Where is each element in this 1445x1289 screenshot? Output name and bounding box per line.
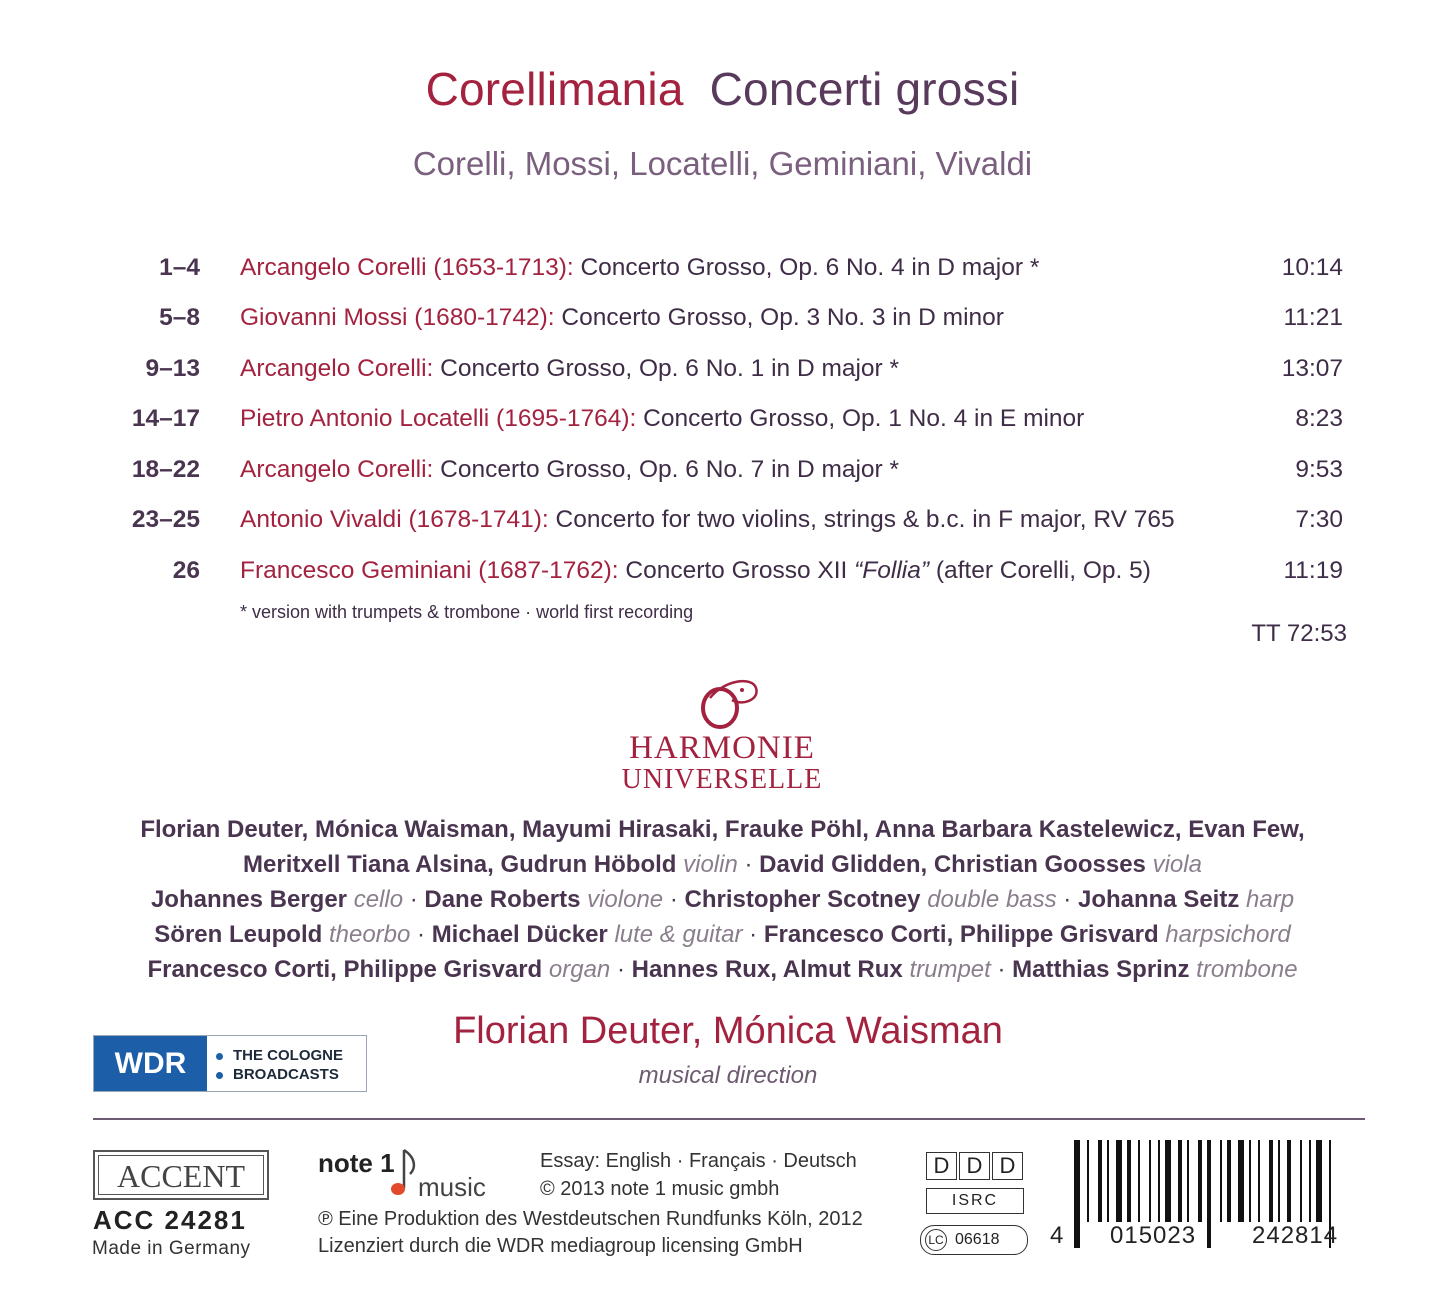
track-number: 26 bbox=[172, 557, 200, 584]
barcode-bar bbox=[1258, 1140, 1260, 1222]
performer-names: Matthias Sprinz bbox=[1012, 956, 1190, 983]
track-composer: Francesco Geminiani (1687-1762): bbox=[240, 557, 619, 584]
track-description bbox=[240, 298, 1004, 338]
track-composer: Antonio Vivaldi (1678-1741): bbox=[240, 506, 549, 533]
ddd-code bbox=[926, 1152, 1024, 1180]
bullet-icon bbox=[216, 1053, 223, 1060]
wdr-tagline-text: BROADCASTS bbox=[233, 1066, 339, 1083]
note1-logo-text: note 1 bbox=[318, 1148, 395, 1178]
instrument: double bass bbox=[927, 886, 1057, 913]
track-number: 5–8 bbox=[159, 304, 200, 331]
barcode-bar bbox=[1238, 1140, 1244, 1222]
track-row bbox=[0, 450, 1445, 490]
instrument: cello bbox=[353, 886, 404, 913]
production-note: ℗ Eine Produktion des Westdeutschen Rundfunks Köln, 2012 bbox=[318, 1208, 863, 1230]
barcode-bar bbox=[1316, 1140, 1322, 1222]
barcode-bar bbox=[1098, 1140, 1102, 1222]
separator: · bbox=[1056, 886, 1078, 913]
wdr-logo bbox=[93, 1035, 367, 1092]
instrument: violone bbox=[587, 886, 664, 913]
track-composer: Arcangelo Corelli: bbox=[240, 456, 434, 483]
separator: · bbox=[737, 851, 760, 878]
instrument: violin bbox=[683, 851, 738, 878]
barcode-bar bbox=[1165, 1140, 1171, 1222]
divider bbox=[93, 1118, 1365, 1120]
performers-line bbox=[0, 882, 1445, 917]
track-work: Concerto Grosso, Op. 6 No. 1 in D major * bbox=[433, 355, 900, 382]
barcode-digits-left: 015023 bbox=[1110, 1222, 1197, 1249]
instrument: harp bbox=[1246, 886, 1295, 913]
performer-names: Meritxell Tiana Alsina, Gudrun Höbold bbox=[243, 851, 677, 878]
ddd-letter: D bbox=[959, 1152, 990, 1180]
track-number: 9–13 bbox=[145, 355, 200, 382]
track-row bbox=[0, 248, 1445, 288]
track-row bbox=[0, 500, 1445, 540]
track-composer: Giovanni Mossi (1680-1742): bbox=[240, 304, 555, 331]
barcode-bar bbox=[1300, 1140, 1302, 1222]
barcode-bar bbox=[1287, 1140, 1291, 1222]
essay-languages: Essay: English · Français · Deutsch bbox=[540, 1150, 857, 1172]
track-description bbox=[240, 450, 899, 490]
wdr-tagline-line2 bbox=[216, 1066, 339, 1083]
track-number: 1–4 bbox=[159, 254, 200, 281]
barcode-bar bbox=[1149, 1140, 1151, 1222]
barcode-bar bbox=[1278, 1140, 1280, 1222]
track-description bbox=[240, 349, 899, 389]
composer-list: Corelli, Mossi, Locatelli, Geminiani, Vivaldi bbox=[412, 145, 1033, 182]
performer-names: Sören Leupold bbox=[154, 921, 323, 948]
director-role: musical direction bbox=[638, 1062, 818, 1089]
barcode-digit-lead: 4 bbox=[1050, 1222, 1064, 1249]
barcode-digits-right: 242814 bbox=[1252, 1222, 1339, 1249]
track-composer: Arcangelo Corelli (1653-1713): bbox=[240, 254, 574, 281]
wdr-brand: WDR bbox=[94, 1036, 207, 1091]
separator: · bbox=[663, 886, 685, 913]
barcode-digits bbox=[1050, 1222, 1368, 1250]
barcode-bar bbox=[1116, 1140, 1122, 1222]
bullet-icon bbox=[216, 1072, 223, 1079]
track-work: (after Corelli, Op. 5) bbox=[929, 557, 1151, 584]
performer-names: Johanna Seitz bbox=[1077, 886, 1240, 913]
barcode bbox=[1050, 1140, 1368, 1250]
barcode-bar bbox=[1107, 1140, 1109, 1222]
barcode-bar bbox=[1087, 1140, 1089, 1222]
director-names: Florian Deuter, Mónica Waisman bbox=[453, 1010, 1003, 1052]
lc-mark: LC bbox=[925, 1229, 947, 1251]
track-number: 23–25 bbox=[131, 506, 200, 533]
barcode-bar bbox=[1220, 1140, 1222, 1222]
barcode-bar bbox=[1158, 1140, 1160, 1222]
instrument: theorbo bbox=[328, 921, 411, 948]
performer-names: Francesco Corti, Philippe Grisvard bbox=[763, 921, 1159, 948]
note1-logo-music: music bbox=[418, 1172, 486, 1202]
track-duration: 9:53 bbox=[1295, 456, 1343, 483]
track-work: Concerto Grosso, Op. 6 No. 4 in D major * bbox=[573, 254, 1040, 281]
footnote: * version with trumpets & trombone · world first recording bbox=[240, 602, 694, 622]
track-composer: Arcangelo Corelli: bbox=[240, 355, 434, 382]
instrument: organ bbox=[548, 956, 611, 983]
performer-names: Florian Deuter, Mónica Waisman, Mayumi Hirasaki, Frauke Pöhl, Anna Barbara Kastelewicz, Evan Few, bbox=[140, 816, 1305, 843]
album-title bbox=[0, 62, 1445, 116]
performer-names: Dane Roberts bbox=[424, 886, 581, 913]
label-code bbox=[920, 1225, 1028, 1255]
music-note-icon bbox=[390, 1148, 420, 1203]
track-work-italic: “Follia” bbox=[854, 557, 930, 584]
performers-line bbox=[0, 917, 1445, 952]
track-work: Concerto Grosso, Op. 6 No. 7 in D major * bbox=[433, 456, 900, 483]
track-duration: 7:30 bbox=[1295, 506, 1343, 533]
separator: · bbox=[403, 886, 425, 913]
performer-names: Hannes Rux, Almut Rux bbox=[631, 956, 903, 983]
ensemble-logo bbox=[592, 676, 852, 798]
track-duration: 11:21 bbox=[1283, 304, 1343, 331]
note1-music-logo bbox=[318, 1148, 508, 1203]
ddd-letter: D bbox=[926, 1152, 957, 1180]
barcode-bar bbox=[1309, 1140, 1311, 1222]
track-description bbox=[240, 248, 1039, 288]
ensemble-emblem-icon bbox=[592, 676, 852, 732]
track-work: Concerto for two violins, strings & b.c. in F major, RV 765 bbox=[548, 506, 1175, 533]
track-work: Concerto Grosso XII bbox=[618, 557, 855, 584]
track-duration: 10:14 bbox=[1281, 254, 1343, 281]
track-number: 14–17 bbox=[131, 405, 200, 432]
performer-names: Francesco Corti, Philippe Grisvard bbox=[147, 956, 543, 983]
instrument: lute & guitar bbox=[614, 921, 743, 948]
barcode-bar bbox=[1198, 1140, 1202, 1222]
barcode-bar bbox=[1249, 1140, 1251, 1222]
performers-line bbox=[0, 812, 1445, 847]
track-row bbox=[0, 551, 1445, 591]
track-row bbox=[0, 349, 1445, 389]
barcode-bar bbox=[1178, 1140, 1182, 1222]
separator: · bbox=[990, 956, 1013, 983]
separator: · bbox=[410, 921, 432, 948]
track-number: 18–22 bbox=[131, 456, 200, 483]
barcode-bar bbox=[1187, 1140, 1189, 1222]
isrc-mark: ISRC bbox=[926, 1188, 1024, 1214]
track-duration: 8:23 bbox=[1295, 405, 1343, 432]
accent-label-logo bbox=[93, 1150, 269, 1200]
track-description bbox=[240, 551, 1151, 591]
track-composer: Pietro Antonio Locatelli (1695-1764): bbox=[240, 405, 637, 432]
wdr-tagline-line1 bbox=[216, 1047, 343, 1064]
performer-names: Michael Dücker bbox=[431, 921, 608, 948]
instrument: viola bbox=[1152, 851, 1202, 878]
track-duration: 11:19 bbox=[1283, 557, 1343, 584]
lc-number: 06618 bbox=[955, 1231, 1000, 1248]
instrument: trombone bbox=[1196, 956, 1298, 983]
performer-names: David Glidden, Christian Goosses bbox=[759, 851, 1146, 878]
track-work: Concerto Grosso, Op. 3 No. 3 in D minor bbox=[554, 304, 1004, 331]
ensemble-name-line2: UNIVERSELLE bbox=[621, 764, 823, 795]
copyright: © 2013 note 1 music gmbh bbox=[540, 1178, 780, 1200]
title-part1: Corellimania bbox=[425, 63, 684, 115]
instrument: trumpet bbox=[909, 956, 991, 983]
track-row bbox=[0, 399, 1445, 439]
barcode-bar bbox=[1127, 1140, 1131, 1222]
total-time: TT 72:53 bbox=[1251, 620, 1347, 647]
barcode-bar bbox=[1227, 1140, 1231, 1222]
performers-line bbox=[0, 952, 1445, 987]
separator: · bbox=[610, 956, 632, 983]
track-description bbox=[240, 399, 1084, 439]
track-row bbox=[0, 298, 1445, 338]
accent-label-text: ACCENT bbox=[98, 1155, 264, 1195]
barcode-bar bbox=[1138, 1140, 1140, 1222]
ensemble-name-line1: HARMONIE bbox=[629, 730, 815, 766]
performer-names: Johannes Berger bbox=[150, 886, 348, 913]
instrument: harpsichord bbox=[1165, 921, 1291, 948]
track-work: Concerto Grosso, Op. 1 No. 4 in E minor bbox=[636, 405, 1085, 432]
performer-names: Christopher Scotney bbox=[684, 886, 921, 913]
track-duration: 13:07 bbox=[1281, 355, 1343, 382]
track-description bbox=[240, 500, 1175, 540]
license-note: Lizenziert durch die WDR mediagroup licensing GmbH bbox=[318, 1235, 803, 1257]
title-part2: Concerti grossi bbox=[709, 63, 1020, 115]
made-in: Made in Germany bbox=[92, 1238, 251, 1259]
ddd-letter: D bbox=[992, 1152, 1023, 1180]
barcode-bar bbox=[1269, 1140, 1273, 1222]
separator: · bbox=[742, 921, 764, 948]
performers-line bbox=[0, 847, 1445, 882]
wdr-tagline-text: THE COLOGNE bbox=[233, 1047, 344, 1064]
catalog-number: ACC 24281 bbox=[93, 1205, 247, 1235]
